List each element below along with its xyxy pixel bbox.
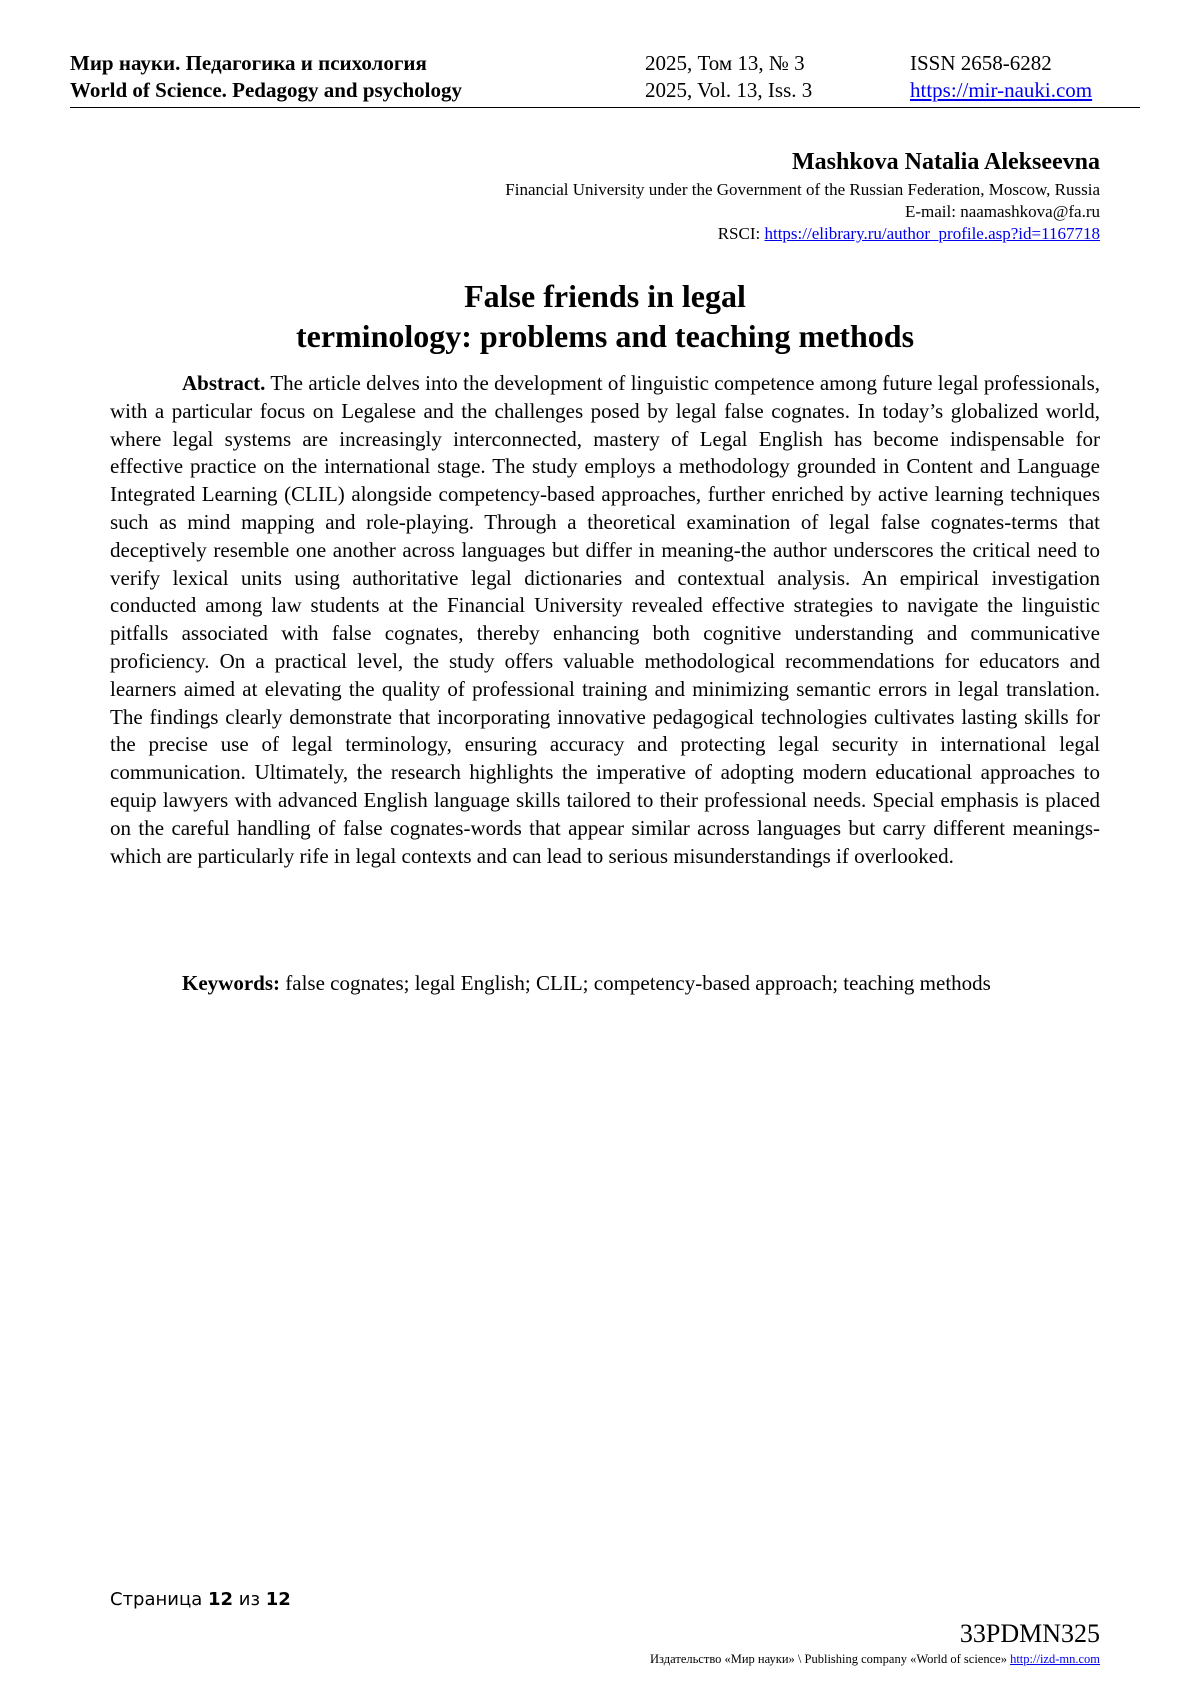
author-email: E-mail: naamashkova@fa.ru — [904, 202, 1100, 221]
author-name: Mashkova Natalia Alekseevna — [791, 149, 1100, 175]
page-prefix: Страница — [110, 1589, 208, 1610]
keywords — [110, 970, 1100, 998]
page-current: 12 — [207, 1589, 234, 1610]
issn: ISSN 2658-6282 — [910, 51, 1052, 75]
author-affiliation: Financial University under the Government of the Russian Federation, Moscow, Russia — [505, 180, 1100, 199]
title-line-2: terminology: problems and teaching methods — [295, 318, 915, 354]
publisher-line — [650, 1651, 1100, 1667]
issue-info-en: 2025, Vol. 13, Iss. 3 — [645, 78, 813, 102]
abstract — [110, 370, 1100, 870]
keywords-text: false cognates; legal English; CLIL; competency-based approach; teaching methods — [285, 971, 991, 995]
publisher-link[interactable]: http://izd-mn.com — [1010, 1652, 1100, 1666]
document-code: 33PDMN325 — [959, 1619, 1100, 1648]
page-total: 12 — [265, 1589, 291, 1610]
abstract-label: Abstract. — [182, 371, 266, 395]
author-block — [300, 146, 1100, 245]
rsci-link[interactable]: https://elibrary.ru/author_profile.asp?id=1167718 — [764, 224, 1100, 243]
journal-name-en: World of Science. Pedagogy and psychology — [70, 78, 463, 102]
article-title — [110, 276, 1100, 356]
issue-info-ru: 2025, Том 13, № 3 — [645, 51, 805, 75]
keywords-label: Keywords: — [182, 971, 280, 995]
page-number — [110, 1589, 291, 1610]
page-sep: из — [233, 1589, 266, 1610]
journal-name-ru: Мир науки. Педагогика и психология — [70, 51, 427, 75]
rsci-label: RSCI: — [717, 224, 765, 243]
title-line-1: False friends in legal — [464, 278, 746, 314]
publisher-text: Издательство «Мир науки» \ Publishing company «World of science» — [650, 1652, 1011, 1666]
abstract-text: The article delves into the development of linguistic competence among future legal professionals, with a particular focus on Legalese and the challenges posed by legal false cognates. In today’s globalized world, where legal systems are increasingly interconnected, mastery of Legal English has become indispensable for effective practice on the international stage. The study employs a methodology grounded in Content and Language Integrated Learning (CLIL) alongside competency-based approaches, further enriched by active learning techniques such as mind mapping and role-playing. Through a theoretical examination of legal false cognates-terms that deceptively resemble one another across languages but differ in meaning-the author underscores the critical need to verify lexical units using authoritative legal dictionaries and contextual analysis. An empirical investigation conducted among law students at the Financial University revealed effective strategies to navigate the linguistic pitfalls associated with false cognates, thereby enhancing both cognitive understanding and communicative proficiency. On a practical level, the study offers valuable methodological recommendations for educators and learners aimed at elevating the quality of professional training and minimizing semantic errors in legal translation. The findings clearly demonstrate that incorporating innovative pedagogical technologies cultivates lasting skills for the precise use of legal terminology, ensuring accuracy and protecting legal security in international legal communication. Ultimately, the research highlights the imperative of adopting modern educational approaches to equip lawyers with advanced English language skills tailored to their professional needs. Special emphasis is placed on the careful handling of false cognates-words that appear similar across languages but carry different meanings-which are particularly rife in legal contexts and can lead to serious misunderstandings if overlooked. — [110, 371, 1100, 868]
author-rsci — [300, 223, 1100, 245]
journal-website-link[interactable]: https://mir-nauki.com — [910, 78, 1093, 102]
journal-header — [70, 50, 1140, 108]
